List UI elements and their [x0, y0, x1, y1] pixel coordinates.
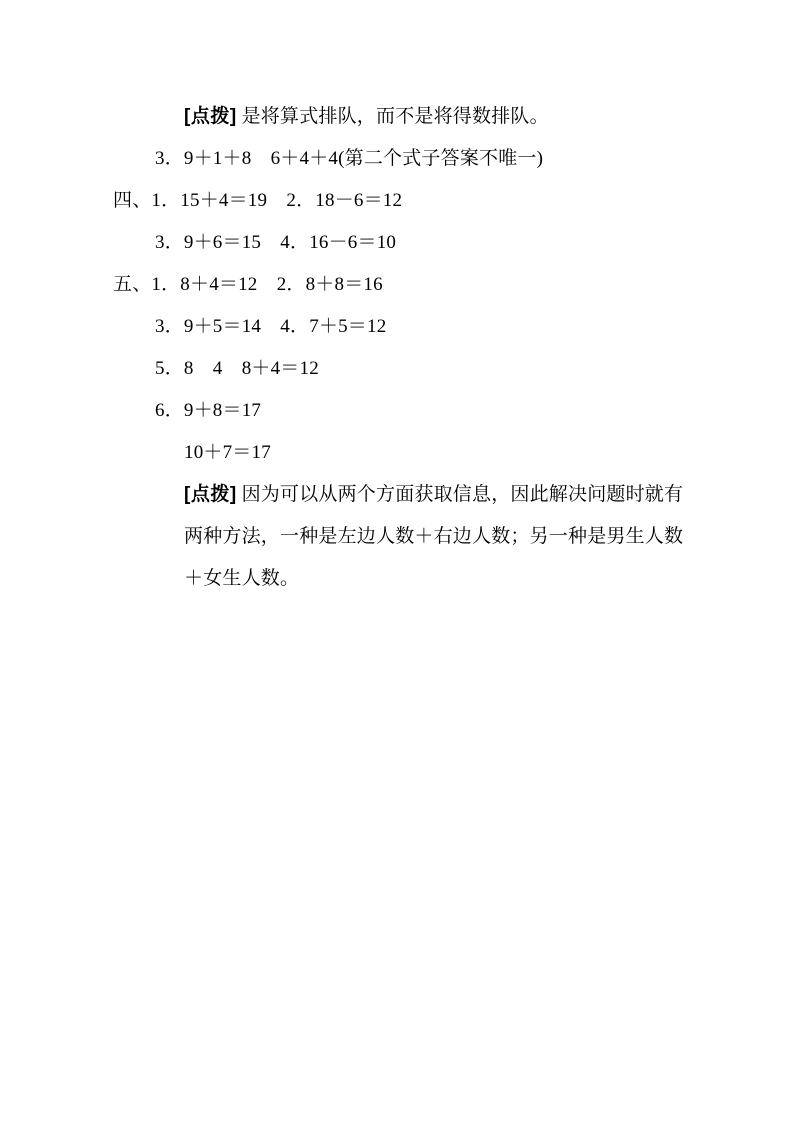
hint-text: 因为可以从两个方面获取信息，因此解决问题时就有 — [236, 484, 684, 505]
answer-text: 6．9＋8＝17 — [155, 400, 262, 421]
answer-line — [0, 222, 794, 264]
answer-text: 10＋7＝17 — [184, 442, 271, 463]
answer-text: 3．9＋1＋8 6＋4＋4(第二个式子答案不唯一) — [155, 148, 544, 169]
answer-line — [0, 348, 794, 390]
section-answer-line — [0, 180, 794, 222]
section-answer-line — [0, 264, 794, 306]
answer-text: 3．9＋6＝15 4．16－6＝10 — [155, 232, 397, 253]
hint-text: ＋女生人数。 — [184, 568, 300, 589]
hint-text: 是将算式排队，而不是将得数排队。 — [236, 106, 549, 127]
hint-line — [0, 96, 794, 138]
answer-text: 3．9＋5＝14 4．7＋5＝12 — [155, 316, 387, 337]
answer-key-text-block — [0, 96, 794, 600]
answer-line — [0, 390, 794, 432]
answer-line — [0, 138, 794, 180]
hint-line — [0, 474, 794, 516]
hint-text: 两种方法，一种是左边人数＋右边人数；另一种是男生人数 — [184, 526, 684, 547]
answer-text: 五、1．8＋4＝12 2．8＋8＝16 — [113, 274, 383, 295]
answer-text: 5．8 4 8＋4＝12 — [155, 358, 319, 379]
hint-label: [点拨] — [184, 484, 237, 505]
hint-label: [点拨] — [184, 106, 237, 127]
hint-line-continuation — [0, 516, 794, 558]
answer-text: 四、1．15＋4＝19 2．18－6＝12 — [113, 190, 403, 211]
hint-line-continuation — [0, 558, 794, 600]
answer-continuation-line — [0, 432, 794, 474]
answer-line — [0, 306, 794, 348]
